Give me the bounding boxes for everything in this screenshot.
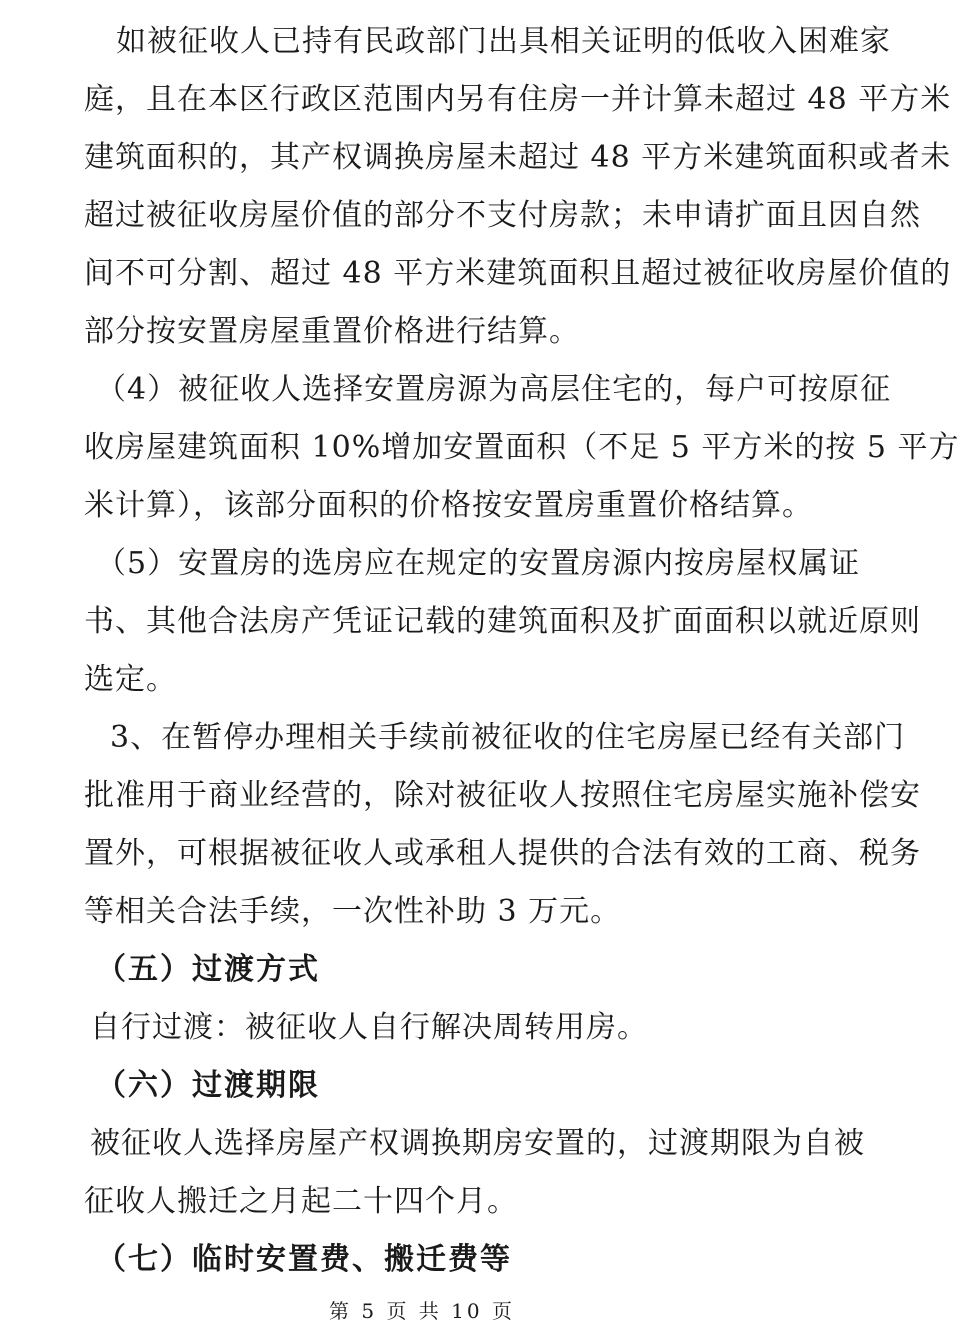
paragraph-line: 征收人搬迁之月起二十四个月。 xyxy=(84,1184,518,1219)
paragraph-line: 如被征收人已持有民政部门出具相关证明的低收入困难家 xyxy=(116,24,891,59)
section-heading: （七）临时安置费、搬迁费等 xyxy=(96,1242,512,1277)
paragraph-line: 建筑面积的，其产权调换房屋未超过 48 平方米建筑面积或者未 xyxy=(84,140,952,175)
paragraph-line: 间不可分割、超过 48 平方米建筑面积且超过被征收房屋价值的 xyxy=(84,256,952,291)
paragraph-line: 被征收人选择房屋产权调换期房安置的，过渡期限为自被 xyxy=(90,1126,865,1161)
paragraph-line: 书、其他合法房产凭证记载的建筑面积及扩面面积以就近原则 xyxy=(84,604,921,639)
section-heading: （六）过渡期限 xyxy=(96,1068,320,1103)
paragraph-line: 部分按安置房屋重置价格进行结算。 xyxy=(84,314,580,349)
paragraph-line: 收房屋建筑面积 10%增加安置面积（不足 5 平方米的按 5 平方 xyxy=(84,430,960,465)
paragraph-line: 批准用于商业经营的，除对被征收人按照住宅房屋实施补偿安 xyxy=(84,778,921,813)
paragraph-line: 置外，可根据被征收人或承租人提供的合法有效的工商、税务 xyxy=(84,836,921,871)
paragraph-line: 超过被征收房屋价值的部分不支付房款；未申请扩面且因自然 xyxy=(84,198,921,233)
paragraph-line: 米计算），该部分面积的价格按安置房重置价格结算。 xyxy=(84,488,813,523)
paragraph-line: 等相关合法手续，一次性补助 3 万元。 xyxy=(84,894,622,929)
paragraph-line: 3、在暂停办理相关手续前被征收的住宅房屋已经有关部门 xyxy=(110,720,906,755)
paragraph-line: 自行过渡：被征收人自行解决周转用房。 xyxy=(90,1010,648,1045)
section-heading: （五）过渡方式 xyxy=(96,952,320,987)
page-number: 第 5 页 共 10 页 xyxy=(329,1299,515,1323)
paragraph-line: （4）被征收人选择安置房源为高层住宅的，每户可按原征 xyxy=(96,372,892,407)
paragraph-line: 选定。 xyxy=(84,662,177,697)
paragraph-line: （5）安置房的选房应在规定的安置房源内按房屋权属证 xyxy=(96,546,861,581)
paragraph-line: 庭，且在本区行政区范围内另有住房一并计算未超过 48 平方米 xyxy=(84,82,952,117)
